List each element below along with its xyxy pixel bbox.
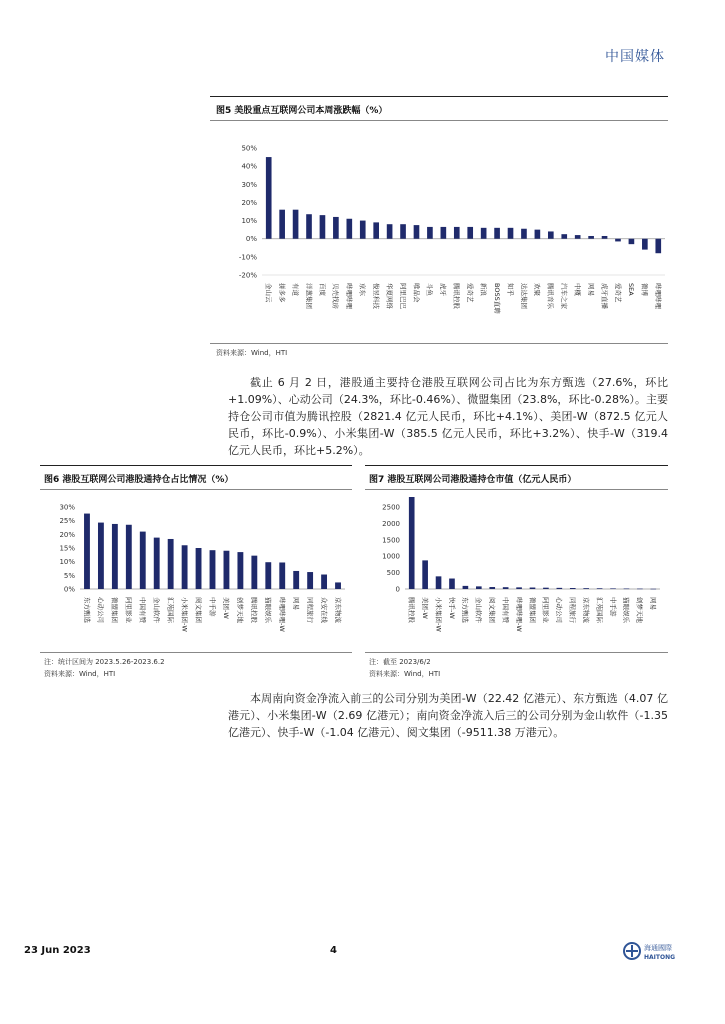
y-tick-label: 5% — [63, 571, 75, 580]
x-category-label: 金山软件 — [474, 597, 483, 623]
bar — [543, 588, 549, 589]
bar — [557, 588, 563, 589]
y-tick-label: 10% — [59, 558, 75, 567]
bar — [279, 562, 285, 589]
y-tick-label: 50% — [241, 144, 257, 153]
logo-cn-text: 海通國際 — [644, 944, 672, 952]
x-category-label: 腾讯控股 — [452, 283, 461, 309]
bar — [489, 587, 495, 589]
bar — [650, 589, 656, 590]
paragraph-holdings — [228, 374, 668, 459]
fig5-title-rule — [210, 120, 668, 121]
bar — [655, 239, 661, 254]
x-category-label: 拼多多 — [277, 283, 286, 303]
y-tick-label: 40% — [241, 162, 257, 171]
x-category-label: 贝壳找房 — [331, 283, 340, 309]
x-category-label: 欢聚 — [533, 283, 542, 296]
fig6-title-rule — [40, 489, 352, 490]
fig6-top-rule — [40, 465, 352, 466]
x-category-label: 中手游 — [208, 597, 217, 617]
x-category-label: 快手-W — [447, 597, 456, 619]
fig7-top-rule — [365, 465, 668, 466]
fig7-title-rule — [365, 489, 668, 490]
x-category-label: 唯品会 — [412, 283, 421, 303]
x-category-label: 洋葱集团 — [304, 283, 313, 309]
x-category-label: 小米集团-W — [434, 597, 443, 632]
y-tick-label: 0% — [63, 585, 75, 594]
y-tick-label: 0% — [245, 235, 257, 244]
bar — [265, 562, 271, 589]
bar — [414, 225, 420, 239]
x-category-label: 阅文集团 — [488, 597, 497, 623]
bar — [503, 587, 509, 589]
bar — [436, 576, 442, 589]
fig5-bottom-rule — [210, 343, 668, 344]
bar — [224, 551, 230, 589]
fig6-note: 注：统计区间为 2023.5.26-2023.6.2 — [44, 658, 165, 666]
bar — [570, 588, 576, 589]
x-category-label: 心动公司 — [555, 597, 564, 623]
bar — [508, 228, 514, 239]
x-category-label: 斗鱼 — [425, 283, 434, 296]
bar — [610, 588, 616, 589]
x-category-label: 同程旅行 — [305, 597, 314, 623]
x-category-label: 华夏网络 — [385, 283, 394, 309]
bar — [629, 239, 635, 244]
x-category-label: 猫眼娱乐 — [264, 597, 273, 623]
x-category-label: 京东物流 — [581, 597, 590, 623]
y-tick-label: 1000 — [382, 552, 400, 561]
bar — [400, 224, 406, 239]
y-tick-label: 15% — [59, 544, 75, 553]
bar — [346, 219, 352, 239]
bar — [84, 514, 90, 589]
bar — [196, 548, 202, 589]
bar — [521, 229, 527, 239]
x-category-label: 京东 — [358, 283, 367, 296]
bar — [409, 497, 415, 589]
bar — [548, 231, 554, 238]
x-category-label: 爱奇艺 — [613, 283, 622, 303]
bar — [624, 589, 630, 590]
fig7-source: 资料来源：Wind，HTI — [369, 670, 441, 678]
fig7-bottom-rule — [365, 652, 668, 653]
bar — [494, 228, 500, 239]
bar — [360, 221, 366, 239]
haitong-logo — [622, 940, 692, 962]
x-category-label: 中国有赞 — [501, 597, 510, 623]
y-tick-label: 20% — [59, 530, 75, 539]
x-category-label: 阿里影业 — [541, 597, 550, 623]
logo-en-text: HAITONG — [644, 954, 676, 961]
bar — [602, 236, 608, 239]
fig6-source: 资料来源：Wind，HTI — [44, 670, 116, 678]
footer-date: 23 Jun 2023 — [24, 945, 91, 956]
x-category-label: 猫眼娱乐 — [622, 597, 631, 623]
y-tick-label: -20% — [238, 271, 257, 280]
x-category-label: 心动公司 — [96, 597, 105, 623]
x-category-label: 网易 — [649, 597, 658, 610]
bar — [373, 222, 379, 238]
bar — [561, 234, 567, 239]
x-category-label: 腾讯控股 — [250, 597, 259, 623]
bar — [597, 588, 603, 589]
bar — [427, 227, 433, 239]
x-category-label: 知乎 — [506, 283, 515, 296]
x-category-label: 小米集团-W — [180, 597, 189, 632]
bar — [210, 550, 216, 589]
x-category-label: 阅文集团 — [194, 597, 203, 623]
bar — [168, 539, 174, 589]
bar — [467, 227, 473, 239]
x-category-label: 网易 — [291, 597, 300, 610]
y-tick-label: 0 — [395, 585, 400, 594]
x-category-label: 阿里影业 — [124, 597, 133, 623]
bar — [449, 579, 455, 589]
y-tick-label: 20% — [241, 198, 257, 207]
bar — [333, 217, 339, 239]
x-category-label: 俊昱科技 — [371, 283, 380, 309]
x-category-label: 汽车之家 — [560, 283, 569, 309]
bar — [293, 571, 299, 589]
x-category-label: 中手游 — [608, 597, 617, 617]
x-category-label: 创梦天地 — [635, 597, 644, 623]
paragraph-southbound — [228, 690, 668, 741]
x-category-label: 同程旅行 — [568, 597, 577, 623]
x-category-label: 网易 — [586, 283, 595, 296]
bar — [422, 560, 428, 589]
x-category-label: 哔哩哔哩-W — [514, 597, 523, 632]
x-category-label: 汇苑国际 — [166, 597, 175, 623]
bar — [320, 215, 326, 239]
bar — [575, 235, 581, 239]
bar — [454, 227, 460, 239]
bar — [615, 239, 621, 242]
y-tick-label: 2000 — [382, 519, 400, 528]
fig6-bottom-rule — [40, 652, 352, 653]
bar — [642, 239, 648, 250]
x-category-label: 东方甄选 — [82, 597, 91, 623]
bar — [588, 236, 594, 239]
header-brand: 中国媒体 — [605, 49, 665, 65]
fig7-title: 图7 港股互联网公司港股通持仓市值（亿元人民币） — [369, 475, 577, 485]
paragraph-southbound-text: 本周南向资金净流入前三的公司分别为美团-W（22.42 亿港元）、东方甄选（4.07 亿港元）、小米集团-W（2.69 亿港元）；南向资金净流入后三的公司分别为金山软件（-1.35 亿港元）、快手-W（-1.04 亿港元）、阅文集团（-9511.38 万港元）。 — [228, 692, 668, 739]
bar — [112, 524, 118, 589]
bar — [463, 586, 469, 589]
bar — [516, 587, 522, 589]
x-category-label: SEA — [627, 283, 636, 296]
bar — [266, 157, 272, 239]
x-category-label: 微盟集团 — [110, 597, 119, 623]
bar — [476, 586, 482, 589]
x-category-label: 金山云 — [264, 283, 273, 303]
x-category-label: 虎牙直播 — [600, 283, 609, 309]
y-tick-label: 1500 — [382, 536, 400, 545]
x-category-label: 微博 — [640, 283, 649, 296]
x-category-label: 汇苑国际 — [595, 597, 604, 623]
fig6-chart — [40, 497, 352, 652]
x-category-label: 金山软件 — [152, 597, 161, 623]
bar — [530, 588, 536, 589]
x-category-label: 有道 — [291, 283, 300, 296]
y-tick-label: 30% — [241, 180, 257, 189]
bar — [637, 589, 643, 590]
bar — [126, 525, 132, 589]
y-tick-label: 30% — [59, 503, 75, 512]
bar — [535, 230, 541, 239]
x-category-label: 虎牙 — [439, 283, 448, 296]
fig7-chart — [365, 497, 668, 652]
bar — [98, 523, 104, 589]
fig6-title: 图6 港股互联网公司港股通持仓占比情况（%） — [44, 475, 234, 485]
bar — [441, 227, 447, 239]
fig5-title: 图5 美股重点互联网公司本周涨跌幅（%） — [216, 106, 388, 116]
x-category-label: 创梦天地 — [236, 597, 245, 623]
x-category-label: BOSS直聘 — [492, 283, 501, 314]
x-category-label: 阿里巴巴 — [398, 283, 407, 309]
y-tick-label: 10% — [241, 217, 257, 226]
x-category-label: 腾讯音乐 — [546, 283, 555, 309]
y-tick-label: 500 — [386, 569, 400, 578]
fig7-note: 注：截至 2023/6/2 — [369, 658, 431, 666]
bar — [182, 545, 188, 589]
bar — [154, 538, 160, 589]
x-category-label: 京东物流 — [333, 597, 342, 623]
fig5-source: 资料来源：Wind，HTI — [216, 349, 288, 357]
x-category-label: 爱奇艺 — [466, 283, 475, 303]
bar — [237, 552, 243, 589]
x-category-label: 新浪 — [479, 283, 488, 296]
x-category-label: 腾讯控股 — [407, 597, 416, 623]
bar — [251, 556, 257, 589]
fig5-top-rule — [210, 96, 668, 97]
bar — [306, 214, 312, 238]
bar — [293, 210, 299, 239]
x-category-label: 哔哩哔哩 — [345, 283, 354, 309]
x-category-label: 中概 — [573, 283, 582, 296]
x-category-label: 东方甄选 — [461, 597, 470, 623]
footer-page-number: 4 — [330, 945, 337, 956]
bar — [140, 532, 146, 589]
bar — [321, 575, 327, 589]
y-tick-label: -10% — [238, 253, 257, 262]
bar — [279, 210, 285, 239]
x-category-label: 哔哩哔哩 — [654, 283, 663, 309]
x-category-label: 美团-W — [420, 597, 429, 619]
bar — [583, 588, 589, 589]
bar — [387, 224, 393, 239]
y-tick-label: 2500 — [382, 503, 400, 512]
y-tick-label: 25% — [59, 517, 75, 526]
x-category-label: 百度 — [318, 283, 327, 296]
bar — [335, 582, 341, 589]
fig5-chart — [210, 130, 670, 345]
bar — [481, 228, 487, 239]
x-category-label: 众安在线 — [319, 597, 328, 623]
x-category-label: 达达集团 — [519, 283, 528, 309]
x-category-label: 哔哩哔哩-W — [278, 597, 287, 632]
bar — [307, 572, 313, 589]
haitong-logo-icon — [622, 940, 692, 962]
x-category-label: 美团-W — [222, 597, 231, 619]
paragraph-holdings-text: 截止 6 月 2 日，港股通主要持仓港股互联网公司占比为东方甄选（27.6%，环比+1.09%）、心动公司（24.3%，环比-0.46%）、微盟集团（23.8%，环比-0.28%）。主要持仓公司市值为腾讯控股（2821.4 亿元人民币，环比+4.1%）、美团-W（872.5 亿元人民币，环比-0.9%）、小米集团-W（385.5 亿元人民币，环比+3.2%）、快手-W（319.4亿元人民币，环比+5.2%）。 — [228, 376, 668, 457]
x-category-label: 微盟集团 — [528, 597, 537, 623]
x-category-label: 中国有赞 — [138, 597, 147, 623]
